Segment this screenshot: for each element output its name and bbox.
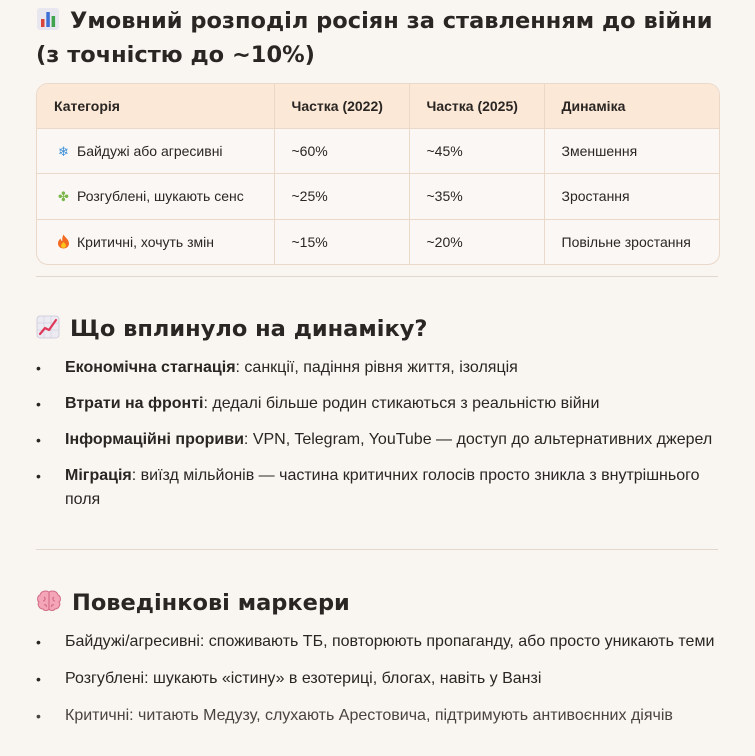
behavior-markers-list <box>36 630 716 728</box>
item-text: : санкції, падіння рівня життя, ізоляція <box>235 359 518 376</box>
distribution-table <box>36 83 720 265</box>
list-item <box>36 464 716 512</box>
bar-chart-icon <box>36 7 60 40</box>
item-text: : дедалі більше родин стикаються з реальністю війни <box>203 395 600 412</box>
share-2022-cell: ~60% <box>274 129 409 174</box>
category-label: Розгублені, шукають сенс <box>77 187 244 204</box>
category-label: Байдужі або агресивні <box>77 142 223 159</box>
list-item <box>36 356 716 380</box>
item-text: : виїзд мільйонів — частина критичних голосів просто зникла з внутрішнього поля <box>65 467 700 508</box>
column-header-trend: Динаміка <box>544 84 719 129</box>
section-divider <box>36 276 718 277</box>
list-item: • Розгублені: шукають «істину» в езотериці, блогах, навіть у Ванзі <box>36 667 716 691</box>
section-divider <box>36 549 718 550</box>
share-2022-cell: ~15% <box>274 219 409 264</box>
section-title-text: Що вплинуло на динаміку? <box>70 316 428 342</box>
table-row <box>37 219 719 264</box>
list-item <box>36 392 716 416</box>
table-row <box>37 129 719 174</box>
influences-list <box>36 356 716 512</box>
share-2025-cell: ~35% <box>409 174 544 219</box>
chart-increasing-icon <box>36 315 60 347</box>
section-title-influences <box>36 314 427 347</box>
trend-cell: Зростання <box>544 174 719 219</box>
fire-icon <box>55 234 72 250</box>
table-header-row <box>37 84 719 129</box>
category-cell <box>37 219 274 264</box>
trend-cell: Зменшення <box>544 129 719 174</box>
item-keyword: Економічна стагнація <box>65 359 236 376</box>
category-cell <box>37 174 274 219</box>
list-item <box>36 428 716 452</box>
section-title-behavior-markers <box>36 588 350 621</box>
category-cell <box>37 129 274 174</box>
column-header-share-2022: Частка (2022) <box>274 84 409 129</box>
item-keyword: Міграція <box>65 467 132 484</box>
item-text: : VPN, Telegram, YouTube — доступ до альтернативних джерел <box>243 431 713 448</box>
snowflake-icon: ❄ <box>58 143 69 159</box>
share-2022-cell: ~25% <box>274 174 409 219</box>
column-header-share-2025: Частка (2025) <box>409 84 544 129</box>
share-2025-cell: ~20% <box>409 219 544 264</box>
category-label: Критичні, хочуть змін <box>77 233 215 250</box>
item-keyword: Втрати на фронті <box>65 395 204 412</box>
table-row <box>37 174 719 219</box>
section-title-distribution <box>36 6 726 71</box>
list-item: • Критичні: читають Медузу, слухають Арестовича, підтримують антивоєнних діячів <box>36 704 716 728</box>
brain-icon <box>36 589 62 621</box>
column-header-category: Категорія <box>37 84 274 129</box>
section-title-text: Поведінкові маркери <box>72 590 350 616</box>
trend-cell: Повільне зростання <box>544 219 719 264</box>
list-item: • Байдужі/агресивні: споживають ТБ, повторюють пропаганду, або просто уникають теми <box>36 630 716 654</box>
share-2025-cell: ~45% <box>409 129 544 174</box>
puzzle-icon: ✤ <box>58 188 69 204</box>
section-title-text: Умовний розподіл росіян за ставленням до війни (з точністю до ~10%) <box>36 8 713 68</box>
item-keyword: Інформаційні прориви <box>65 431 244 448</box>
